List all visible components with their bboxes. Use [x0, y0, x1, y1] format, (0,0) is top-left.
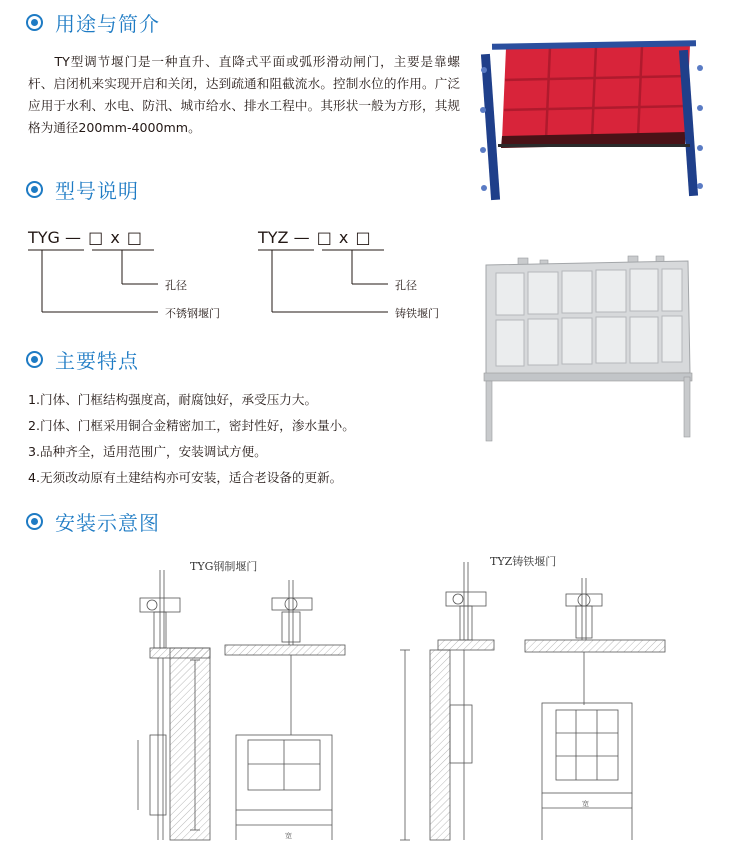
- section-title-intro: 用途与简介: [55, 11, 160, 36]
- bullet-ring-icon: [26, 181, 43, 198]
- width-mark-tyz: 宽: [582, 800, 589, 808]
- tyg-bore-label: 孔径: [165, 279, 187, 292]
- bullet-ring-icon: [26, 14, 43, 31]
- steel-gate-photo: [478, 40, 708, 202]
- section-title-model: 型号说明: [55, 178, 139, 203]
- feature-item-4: 4.无须改动原有土建结构亦可安装，适合老设备的更新。: [28, 470, 343, 485]
- feature-item-2: 2.门体、门框采用铜合金精密加工，密封性好，渗水量小。: [28, 418, 355, 433]
- section-title-install: 安装示意图: [55, 510, 160, 535]
- diagram-title-tyg: TYG钢制堰门: [190, 560, 258, 573]
- section-header-install: [26, 507, 160, 535]
- section-header-features: [26, 345, 139, 373]
- installation-diagram: [0, 540, 750, 849]
- width-mark-tyg: 宽: [285, 832, 292, 840]
- stainless-gate-photo: [478, 255, 708, 445]
- intro-paragraph: TY型调节堰门是一种直升、直降式平面或弧形滑动闸门，主要是靠螺杆、启闭机来实现开启和关闭，达到疏通和阻截流水。控制水位的作用。广泛应用于水利、水电、防汛、城市给水、排水工程中。其形状一般为方形，其规格为通径200mm-4000mm。: [28, 54, 460, 135]
- section-header-intro: [26, 8, 160, 36]
- tyz-material-label: 铸铁堰门: [395, 307, 439, 320]
- model-code-tyg: TYG — □ x □: [28, 228, 143, 247]
- bullet-ring-icon: [26, 513, 43, 530]
- tyz-bore-label: 孔径: [395, 279, 417, 292]
- bullet-ring-icon: [26, 351, 43, 368]
- section-title-features: 主要特点: [55, 348, 139, 373]
- model-code-tyz: TYZ — □ x □: [258, 228, 371, 247]
- diagram-title-tyz: TYZ铸铁堰门: [490, 555, 557, 568]
- tyg-material-label: 不锈钢堰门: [165, 307, 220, 320]
- feature-item-1: 1.门体、门框结构强度高，耐腐蚀好，承受压力大。: [28, 392, 318, 407]
- feature-item-3: 3.品种齐全，适用范围广，安装调试方便。: [28, 444, 267, 459]
- section-header-model: [26, 175, 139, 203]
